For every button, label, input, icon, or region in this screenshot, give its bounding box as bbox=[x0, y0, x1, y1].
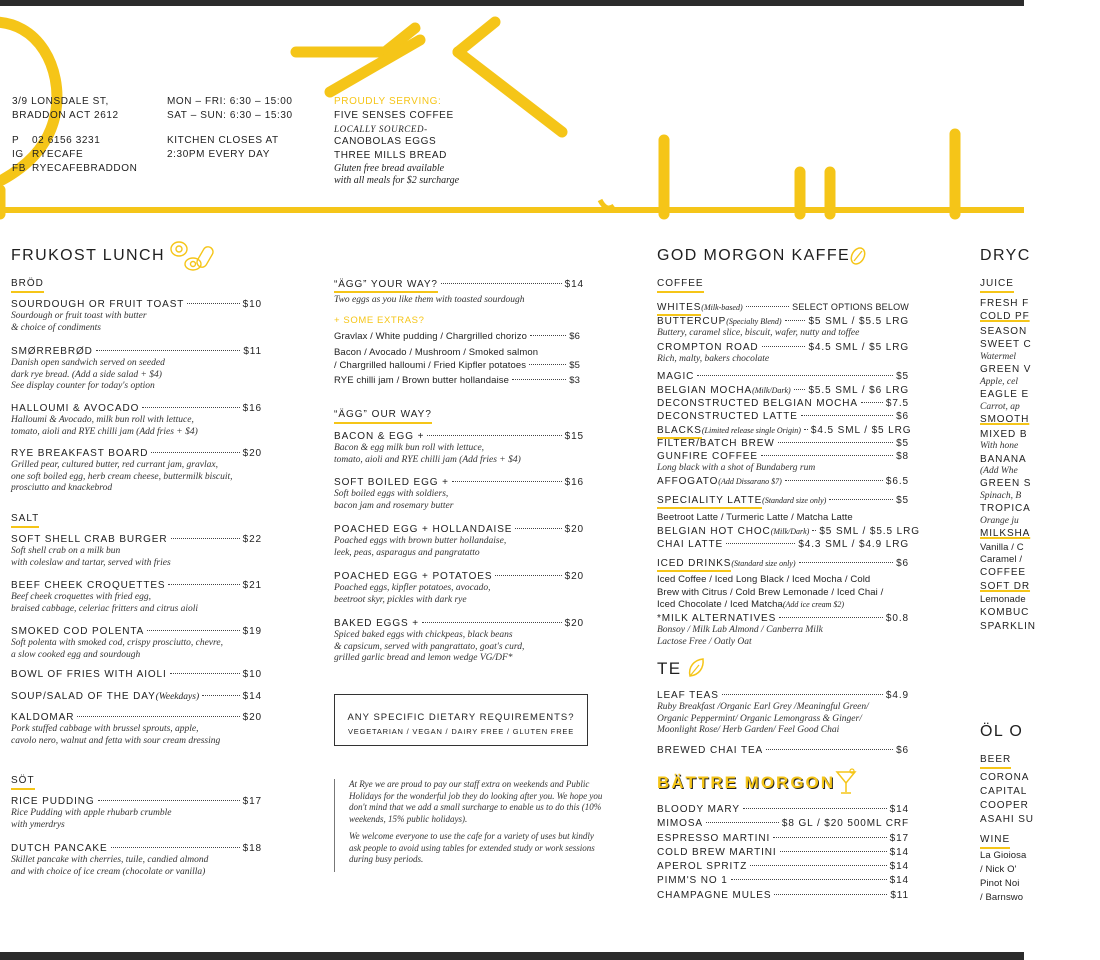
gluten-note: with all meals for $2 surcharge bbox=[334, 175, 460, 186]
item-name: KALDOMAR bbox=[11, 712, 75, 723]
kitchen-line: KITCHEN CLOSES AT bbox=[167, 135, 279, 146]
battre-morgon-title: BÄTTRE MORGON bbox=[657, 773, 836, 792]
item-name: CROMPTON ROAD bbox=[657, 342, 759, 353]
whites-row bbox=[657, 301, 909, 316]
ol-title: ÖL O bbox=[980, 723, 1024, 740]
extra-item bbox=[334, 375, 580, 388]
dryck-line: SPARKLIN bbox=[980, 620, 1036, 632]
menu-item bbox=[11, 298, 262, 334]
cocktail-list bbox=[657, 803, 909, 903]
item-name: SMOKED COD POLENTA bbox=[11, 626, 145, 637]
menu-item bbox=[11, 711, 262, 747]
menu-item bbox=[657, 370, 909, 383]
menu-item bbox=[657, 538, 909, 551]
menu-item: APEROL SPRITZ $14 bbox=[657, 861, 909, 873]
dryck-line: With hone bbox=[980, 440, 1019, 451]
iced-drinks bbox=[657, 557, 909, 612]
address-block bbox=[12, 95, 119, 123]
item-name: BLACKS bbox=[657, 424, 702, 439]
item-price: $5 bbox=[896, 371, 909, 382]
dryck-line: Watermel bbox=[980, 351, 1017, 362]
menu-item bbox=[11, 795, 262, 831]
extra-line: Gravlax / White pudding / Chargrilled chorizo bbox=[334, 331, 528, 342]
gluten-note: Gluten free bread available bbox=[334, 163, 445, 174]
beer-item: CAPITAL bbox=[980, 786, 1028, 797]
speciality-latte bbox=[657, 494, 909, 525]
item-name: CHAI LATTE bbox=[657, 539, 724, 550]
item-name: POACHED EGG + HOLLANDAISE bbox=[334, 524, 513, 535]
dryck-line: Vanilla / C bbox=[980, 541, 1024, 553]
latte-options: Beetroot Latte / Turmeric Latte / Matcha Latte bbox=[657, 512, 853, 523]
item-description: Rice Pudding with apple rhubarb crumble with ymerdrys bbox=[11, 808, 172, 830]
item-price: $20 bbox=[242, 448, 262, 459]
menu-item: ESPRESSO MARTINI $17 bbox=[657, 832, 909, 844]
item-note: (Standard size only) bbox=[762, 496, 827, 505]
menu-item bbox=[11, 668, 262, 681]
menu-item bbox=[11, 579, 262, 615]
god-morgon-kaffe-title: GOD MORGON KAFFE bbox=[657, 247, 851, 264]
item-name: POACHED EGG + POTATOES bbox=[334, 571, 493, 582]
item-note: (Standard size only) bbox=[731, 559, 796, 568]
item-price: $4.5 SML / $5 LRG bbox=[808, 342, 909, 353]
item-name: SOURDOUGH OR FRUIT TOAST bbox=[11, 299, 185, 310]
item-name: SOUP/SALAD OF THE DAY bbox=[11, 691, 156, 702]
sot-label: SÖT bbox=[11, 775, 35, 790]
item-price: $20 bbox=[564, 571, 584, 582]
item-price: $10 bbox=[242, 669, 262, 680]
coffee-bean-icon bbox=[848, 246, 868, 266]
extra-item bbox=[334, 347, 580, 372]
item-note: (Milk-based) bbox=[701, 303, 743, 312]
dryck-line: TROPICA bbox=[980, 503, 1031, 515]
opening-hours bbox=[167, 95, 293, 123]
item-price: $6 bbox=[569, 331, 580, 342]
dryck-line: SEASON bbox=[980, 325, 1028, 337]
note-paragraph: We welcome everyone to use the cafe for a variety of uses but kindly ask people to avoid using tables for extended study or work sessions during busy periods. bbox=[349, 831, 595, 864]
beer-item: ASAHI SU bbox=[980, 814, 1034, 825]
dryck-lines bbox=[980, 297, 1100, 633]
item-name: *MILK ALTERNATIVES bbox=[657, 613, 777, 624]
item-name: MAGIC bbox=[657, 371, 695, 382]
item-name: BELGIAN HOT CHOC bbox=[657, 526, 771, 537]
dryck-line: KOMBUC bbox=[980, 607, 1030, 619]
item-name: DECONSTRUCTED BELGIAN MOCHA bbox=[657, 398, 858, 409]
item-price: $19 bbox=[242, 626, 262, 637]
menu-item bbox=[11, 842, 262, 878]
item-note: (Add Dissarano $7) bbox=[718, 477, 782, 486]
menu-item bbox=[334, 430, 584, 466]
item-price: $14 bbox=[564, 279, 584, 290]
item-note: (Limited release single Origin) bbox=[701, 426, 801, 435]
item-price: $4.5 SML / $5 LRG bbox=[810, 425, 912, 436]
menu-item: CHAMPAGNE MULES $11 bbox=[657, 889, 909, 901]
menu-item bbox=[11, 533, 262, 569]
dryck-line: MIXED B bbox=[980, 428, 1028, 440]
dryck-line: (Add Whe bbox=[980, 465, 1018, 476]
item-price: $20 bbox=[242, 712, 262, 723]
serving-line: CANOBOLAS EGGS bbox=[334, 136, 437, 147]
item-price: $16 bbox=[242, 403, 262, 414]
wine-item: Pinot Noi bbox=[980, 878, 1020, 889]
item-description: Beef cheek croquettes with fried egg, braised cabbage, celeriac fritters and citrus aioli bbox=[11, 592, 199, 614]
item-name: SPECIALITY LATTE bbox=[657, 494, 762, 509]
milk-alternatives bbox=[657, 612, 909, 648]
serving-title: PROUDLY SERVING: bbox=[334, 96, 442, 107]
contact-instagram: IG RYECAFE bbox=[12, 149, 84, 160]
item-name: GUNFIRE COFFEE bbox=[657, 451, 758, 462]
egg-our-way-label: “ÄGG” OUR WAY? bbox=[334, 409, 432, 424]
item-price: $5 bbox=[896, 438, 909, 449]
item-description: Spiced baked eggs with chickpeas, black beans & capsicum, served with pangrattato, goat's curd, grilled garlic bread and lemon wedge VG/DF* bbox=[334, 630, 525, 663]
item-price: $14 bbox=[242, 691, 262, 702]
menu-item bbox=[657, 437, 909, 450]
beer-list bbox=[980, 771, 1034, 827]
item-price: $5.5 SML / $6 LRG bbox=[808, 385, 909, 396]
iced-line: Iced Coffee / Iced Long Black / Iced Mocha / Cold bbox=[657, 574, 871, 585]
proudly-serving bbox=[334, 95, 459, 187]
item-price: $4.9 bbox=[885, 690, 909, 701]
item-price: $20 bbox=[564, 618, 584, 629]
hours-weekend: SAT – SUN: 6:30 – 15:30 bbox=[167, 110, 293, 121]
item-price: $5 bbox=[569, 359, 580, 371]
item-name: AFFOGATO bbox=[657, 476, 719, 487]
kitchen-hours bbox=[167, 134, 279, 162]
serving-line: FIVE SENSES COFFEE bbox=[334, 110, 454, 121]
item-description: Soft boiled eggs with soldiers, bacon jam and rosemary butter bbox=[334, 489, 454, 511]
contact-block bbox=[12, 134, 137, 176]
item-price: $3 bbox=[569, 375, 580, 386]
extra-line: Bacon / Avocado / Mushroom / Smoked salmon bbox=[334, 347, 539, 358]
leaf-icon bbox=[686, 657, 706, 679]
frukost-lunch-title: FRUKOST LUNCH bbox=[11, 247, 165, 264]
dryck-line: COFFEE bbox=[980, 567, 1026, 579]
item-name: WHITES bbox=[657, 301, 701, 316]
item-name: SMØRREBRØD bbox=[11, 346, 93, 357]
extra-line: / Chargrilled halloumi / Fried Kipfler potatoes bbox=[334, 359, 527, 371]
dryck-column-clipped bbox=[980, 0, 1036, 952]
coffee-label: COFFEE bbox=[657, 278, 704, 293]
menu-item bbox=[657, 450, 909, 475]
serving-line: LOCALLY SOURCED- bbox=[334, 124, 428, 134]
dryck-line: Carrot, ap bbox=[980, 401, 1020, 412]
dryck-title: DRYC bbox=[980, 247, 1031, 264]
item-description: Soft shell crab on a milk bun with coleslaw and tartar, served with fries bbox=[11, 546, 171, 568]
item-description: Poached eggs with brown butter hollandaise, leek, peas, asparagus and pangratatto bbox=[334, 536, 507, 558]
item-price: $16 bbox=[564, 477, 584, 488]
wine-item: / Barnswo bbox=[980, 892, 1024, 903]
item-name: FILTER/BATCH BREW bbox=[657, 438, 775, 449]
item-name: SOFT BOILED EGG + bbox=[334, 477, 449, 488]
item-price: $20 bbox=[564, 524, 584, 535]
menu-item: COLD BREW MARTINI $14 bbox=[657, 846, 909, 858]
dryck-line: GREEN S bbox=[980, 478, 1032, 490]
item-name: BELGIAN MOCHA bbox=[657, 385, 753, 396]
item-price: $6 bbox=[896, 558, 909, 569]
dryck-line: Apple, cel bbox=[980, 376, 1018, 387]
beer-label: BEER bbox=[980, 754, 1011, 769]
item-description: Sourdough or fruit toast with butter & choice of condiments bbox=[11, 311, 147, 333]
item-description: Soft polenta with smoked cod, crispy prosciutto, chevre, a slow cooked egg and sourdough bbox=[11, 638, 223, 660]
item-name: DUTCH PANCAKE bbox=[11, 843, 108, 854]
item-name: SOFT SHELL CRAB BURGER bbox=[11, 534, 168, 545]
dryck-line: BANANA bbox=[980, 453, 1027, 465]
contact-facebook: FB RYECAFEBRADDON bbox=[12, 163, 138, 174]
item-name: BAKED EGGS + bbox=[334, 618, 419, 629]
menu-item bbox=[657, 397, 909, 410]
menu-item bbox=[657, 525, 920, 538]
item-price: SELECT OPTIONS BELOW bbox=[792, 302, 909, 312]
item-note: (Weekdays) bbox=[155, 692, 200, 702]
item-price: $22 bbox=[242, 534, 262, 545]
dietary-options: VEGETARIAN / VEGAN / DAIRY FREE / GLUTEN FREE bbox=[347, 727, 575, 736]
dryck-line: EAGLE E bbox=[980, 389, 1030, 401]
item-description: Poached eggs, kipfler potatoes, avocado, beetroot skyr, pickles with dark rye bbox=[334, 583, 491, 605]
item-price: $15 bbox=[564, 431, 584, 442]
item-name: DECONSTRUCTED LATTE bbox=[657, 411, 798, 422]
item-description: Bacon & egg milk bun roll with lettuce, tomato, aioli and RYE chilli jam (Add fries + $4) bbox=[334, 443, 521, 465]
dryck-line: Orange ju bbox=[980, 515, 1019, 526]
menu-item: PIMM'S NO 1 $14 bbox=[657, 875, 909, 887]
wine-item: La Gioiosa bbox=[980, 850, 1027, 861]
bottom-frame-border bbox=[0, 952, 1024, 960]
item-name: BUTTERCUP bbox=[657, 316, 727, 327]
te-title: TE bbox=[657, 659, 682, 678]
menu-item bbox=[334, 523, 584, 559]
iced-line: Brew with Citrus / Cold Brew Lemonade / Iced Chai / bbox=[657, 586, 884, 598]
wine-item: / Nick O' bbox=[980, 864, 1017, 875]
leaf-teas bbox=[657, 689, 909, 737]
juice-label: JUICE bbox=[980, 278, 1014, 293]
item-name: “ÄGG” YOUR WAY? bbox=[334, 278, 438, 293]
item-price: $17 bbox=[242, 796, 262, 807]
item-name: RICE PUDDING bbox=[11, 796, 95, 807]
kitchen-line: 2:30PM EVERY DAY bbox=[167, 149, 270, 160]
item-name: BOWL OF FRIES WITH AIOLI bbox=[11, 669, 167, 680]
item-name: ICED DRINKS bbox=[657, 557, 731, 572]
item-description: Moonlight Rose/ Herb Garden/ Feel Good Chai bbox=[657, 725, 840, 735]
menu-item: MIMOSA $8 GL / $20 500ML CRF bbox=[657, 818, 909, 830]
item-description: Lactose Free / Oatly Oat bbox=[657, 636, 752, 647]
dryck-line: SWEET C bbox=[980, 339, 1032, 351]
item-name: BEEF CHEEK CROQUETTES bbox=[11, 580, 166, 591]
item-price: $10 bbox=[242, 299, 262, 310]
menu-item bbox=[334, 476, 584, 512]
item-name: BREWED CHAI TEA bbox=[657, 745, 764, 756]
contact-phone: P 02 6156 3231 bbox=[12, 135, 101, 146]
extras-label: + SOME EXTRAS? bbox=[334, 315, 425, 326]
item-note: (Specialty Blend) bbox=[726, 317, 782, 326]
dryck-line: Spinach, B bbox=[980, 490, 1022, 501]
item-description: Two eggs as you like them with toasted sourdough bbox=[334, 295, 525, 305]
dryck-line: Lemonade bbox=[980, 594, 1026, 605]
dryck-line: GREEN V bbox=[980, 364, 1032, 376]
menu-item bbox=[11, 625, 262, 661]
serving-line: THREE MILLS BREAD bbox=[334, 150, 448, 161]
item-price: $0.8 bbox=[885, 613, 909, 624]
beer-item: CORONA bbox=[980, 772, 1030, 783]
menu-item bbox=[657, 341, 909, 366]
item-price: $4.3 SML / $4.9 LRG bbox=[798, 539, 909, 550]
item-description: Grilled pear, cultured butter, red currant jam, gravlax, one soft boiled egg, herb cream cheese, buttermilk biscuit, prosciutto and knackebrod bbox=[11, 460, 233, 493]
iced-line: Iced Chocolate / Iced Matcha(Add ice cream $2) bbox=[657, 599, 845, 610]
menu-item bbox=[11, 690, 262, 704]
menu-item bbox=[657, 744, 909, 757]
menu-item bbox=[11, 402, 262, 438]
item-price: $5 bbox=[896, 495, 909, 506]
item-price: $11 bbox=[243, 346, 262, 357]
wine-list bbox=[980, 850, 1026, 906]
dryck-line: MILKSHA bbox=[980, 528, 1031, 540]
item-description: Buttery, caramel slice, biscuit, wafer, nutty and toffee bbox=[657, 328, 860, 338]
cocktail-icon bbox=[834, 768, 858, 796]
item-name: BACON & EGG + bbox=[334, 431, 425, 442]
item-price: $6.5 bbox=[885, 476, 909, 487]
salt-label: SALT bbox=[11, 513, 39, 528]
item-name: HALLOUMI & AVOCADO bbox=[11, 403, 140, 414]
dryck-line: SMOOTH bbox=[980, 414, 1030, 426]
dryck-line: COLD PF bbox=[980, 311, 1030, 323]
menu-item bbox=[657, 475, 909, 488]
item-price: $8 bbox=[896, 451, 909, 462]
dietary-title: ANY SPECIFIC DIETARY REQUIREMENTS? bbox=[347, 712, 575, 723]
menu-item bbox=[657, 384, 909, 397]
beer-item: COOPER bbox=[980, 800, 1029, 811]
wine-label: WINE bbox=[980, 834, 1010, 849]
item-note: (Milk/Dark) bbox=[770, 527, 810, 536]
item-description: Rich, malty, bakers chocolate bbox=[657, 354, 770, 364]
menu-item: BLOODY MARY $14 bbox=[657, 804, 909, 815]
item-description: Ruby Breakfast /Organic Earl Grey /Meaningful Green/ bbox=[657, 702, 869, 712]
item-price: $6 bbox=[896, 745, 909, 756]
item-description: Pork stuffed cabbage with brussel sprouts, apple, cavolo nero, walnut and fetta with sour cream dressing bbox=[11, 724, 221, 746]
item-description: Danish open sandwich served on seeded dark rye bread. (Add a side salad + $4) See display counter for today's option bbox=[11, 358, 165, 391]
item-name: LEAF TEAS bbox=[657, 690, 719, 701]
egg-bread-icon bbox=[168, 238, 220, 272]
menu-item bbox=[11, 447, 262, 495]
item-description: Bonsoy / Milk Lab Almond / Canberra Milk bbox=[657, 625, 823, 635]
dryck-line: Caramel / bbox=[980, 554, 1023, 566]
hours-weekday: MON – FRI: 6:30 – 15:00 bbox=[167, 96, 293, 107]
item-price: $5 SML / $5.5 LRG bbox=[819, 526, 920, 537]
item-name: RYE BREAKFAST BOARD bbox=[11, 448, 149, 459]
surcharge-note bbox=[334, 779, 605, 872]
menu-item bbox=[11, 345, 262, 393]
menu-item bbox=[657, 315, 909, 340]
menu-item bbox=[334, 617, 584, 665]
brod-label: BRÖD bbox=[11, 278, 44, 293]
note-paragraph: At Rye we are proud to pay our staff extra on weekends and Public Holidays for the wonderful job they do looking after you. We hope you don't mind that we add a small surcharge to enable us to do this (10% weekends, 15% public holidays). bbox=[349, 779, 603, 824]
address-line: 3/9 LONSDALE ST, bbox=[12, 96, 109, 107]
item-price: $21 bbox=[242, 580, 262, 591]
item-price: $5 SML / $5.5 LRG bbox=[808, 316, 909, 327]
item-description: Halloumi & Avocado, milk bun roll with lettuce, tomato, aioli and RYE chilli jam (Add fries + $4) bbox=[11, 415, 198, 437]
item-description: Skillet pancake with cherries, tuile, candied almond and with choice of ice cream (chocolate or vanilla) bbox=[11, 855, 209, 877]
extra-item bbox=[334, 331, 580, 344]
item-note: (Milk/Dark) bbox=[752, 386, 791, 395]
dietary-requirements-box bbox=[334, 694, 588, 746]
item-price: $6 bbox=[896, 411, 909, 422]
extra-line: RYE chilli jam / Brown butter hollandaise bbox=[334, 375, 510, 386]
item-description: Long black with a shot of Bundaberg rum bbox=[657, 463, 816, 473]
item-description: Organic Peppermint/ Organic Lemongrass & Ginger/ bbox=[657, 713, 862, 724]
address-line: BRADDON ACT 2612 bbox=[12, 110, 119, 121]
dryck-line: SOFT DR bbox=[980, 580, 1031, 592]
menu-item bbox=[334, 570, 584, 606]
item-price: $7.5 bbox=[885, 398, 909, 409]
item-price: $18 bbox=[242, 843, 262, 854]
menu-item bbox=[657, 410, 909, 423]
egg-your-way bbox=[334, 278, 584, 307]
dryck-line: FRESH F bbox=[980, 298, 1030, 309]
